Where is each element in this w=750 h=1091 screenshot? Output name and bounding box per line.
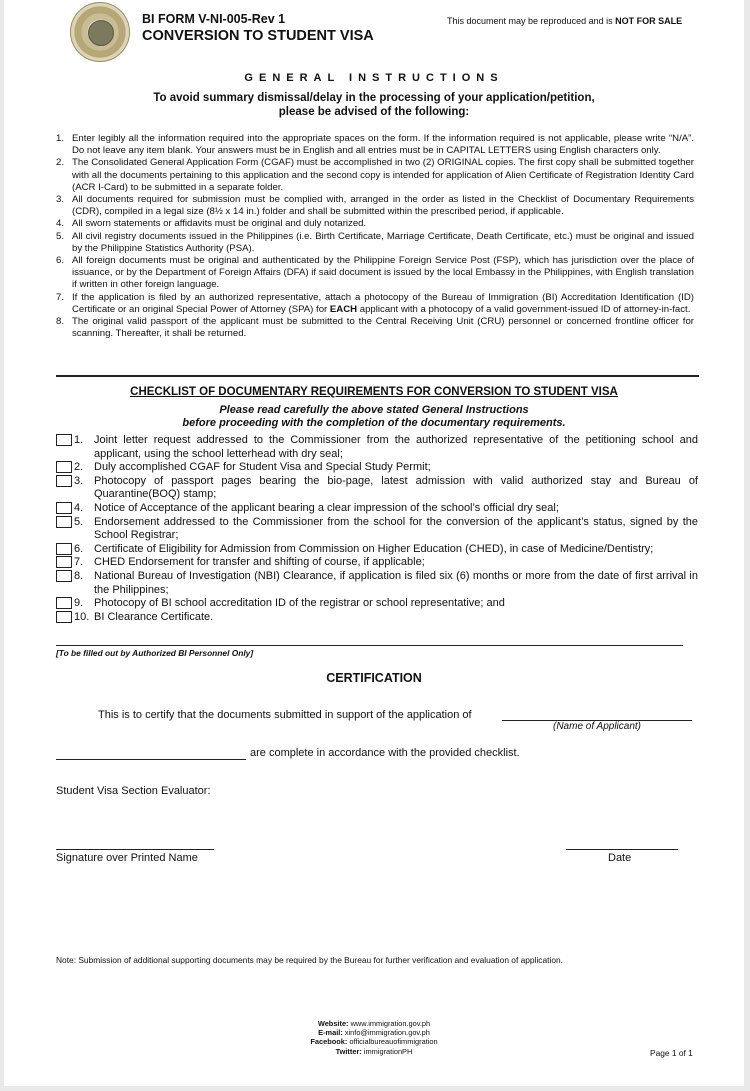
certification-completeness-statement: are complete in accordance with the provided checklist. [250,747,520,759]
footer-email: E-mail: xinfo@immigration.gov.ph [318,1028,430,1038]
checklist-item: 6. Certificate of Eligibility for Admission from Commission on Higher Education (CHED), in case of Medicine/Dentistry; [56,543,698,557]
checklist-checkbox[interactable] [56,475,72,487]
personnel-only-note: [To be filled out by Authorized BI Personnel Only] [56,648,254,658]
checklist-checkbox[interactable] [56,556,72,568]
footer-twitter: Twitter: immigrationPH [335,1046,413,1056]
checklist-checkbox[interactable] [56,611,72,623]
instruction-item: 5. All civil registry documents issued in the Philippines (i.e. Birth Certificate, Marriage Certificate, Death Certificate, etc.) must be original and issued by the Philippine Statistics Authority (PSA). [56,230,694,254]
checklist-checkbox[interactable] [56,597,72,609]
instructions-subheading-1: To avoid summary dismissal/delay in the processing of your application/petition, [153,92,595,104]
email-link[interactable]: xinfo@immigration.gov.ph [344,1028,430,1038]
checklist-item: 9. Photocopy of BI school accreditation ID of the registrar or school representative; and [56,597,698,611]
page-number: Page 1 of 1 [650,1048,693,1058]
checklist-item: 7. CHED Endorsement for transfer and shifting of course, if applicable; [56,556,698,570]
instructions-list [56,133,694,340]
checklist-item: 3. Photocopy of passport pages bearing the bio-page, latest admission with valid authorized stay and Bureau of Quarantine(BOQ) stamp; [56,475,698,502]
signature-label: Signature over Printed Name [56,852,198,864]
certification-statement: This is to certify that the documents submitted in support of the application of [98,709,472,721]
footer-website: Website: www.immigration.gov.ph [317,1019,431,1028]
instruction-item: 7. If the application is filed by an authorized representative, attach a photocopy of the Bureau of Immigration (BI) Accreditation Identification (ID) Certificate or an original Special Power of Attorney (SPA) for EACH applicant with a photocopy of a valid government-issued ID of attorney-in-fact. [56,291,694,315]
checklist-subtitle-2: before proceeding with the completion of the documentary requirements. [182,417,566,429]
certification-title: CERTIFICATION [326,671,422,685]
checklist-item: 4. Notice of Acceptance of the applicant bearing a clear impression of the school’s official dry seal; [56,502,698,516]
general-instructions-heading: GENERAL INSTRUCTIONS [244,72,504,84]
applicant-name-continued-field[interactable] [56,759,246,760]
instructions-subheading-2: please be advised of the following: [278,106,470,118]
facebook-link[interactable]: officialbureauofimmigration [349,1037,438,1047]
checklist-item: 5. Endorsement addressed to the Commissioner from the school for the conversion of the applicant’s status, signed by the School Registrar; [56,516,698,543]
form-title: CONVERSION TO STUDENT VISA [142,28,374,44]
instruction-item: 8. The original valid passport of the applicant must be submitted to the Central Receiving Unit (CRU) personnel or concerned frontline officer for scanning. Thereafter, it shall be returned. [56,316,694,340]
instruction-item: 6. All foreign documents must be original and authenticated by the Philippine Foreign Service Post (FSP), which has jurisdiction over the place of issuance, or by the Department of Foreign Affairs (DFA) if said document is issued by the local Embassy in the Philippines, with English translation if written in other foreign language. [56,255,694,291]
signature-field[interactable] [56,849,214,850]
checklist-checkbox[interactable] [56,461,72,473]
date-label: Date [608,852,632,864]
instruction-item: 1. Enter legibly all the information required into the appropriate spaces on the form. If the information required is not applicable, please write “N/A”. Do not leave any item blank. Your answers must be in English and all entries must be in CAPITAL LETTERS using English characters only. [56,133,694,157]
evaluator-label: Student Visa Section Evaluator: [56,785,211,797]
bureau-of-immigration-seal-icon [70,2,130,62]
checklist [56,434,698,624]
section-divider [56,375,699,377]
twitter-link[interactable]: immigrationPH [363,1046,413,1056]
submission-note: Note: Submission of additional supporting documents may be required by the Bureau for further verification and evaluation of application. [56,955,563,965]
checklist-subtitle-1: Please read carefully the above stated General Instructions [219,404,529,416]
checklist-item: 2. Duly accomplished CGAF for Student Visa and Special Study Permit; [56,461,698,475]
contact-footer [4,1019,744,1056]
checklist-title: CHECKLIST OF DOCUMENTARY REQUIREMENTS FOR CONVERSION TO STUDENT VISA [130,386,618,398]
checklist-checkbox[interactable] [56,516,72,528]
form-page [4,0,744,1086]
reproduction-notice: This document may be reproduced and is NOT FOR SALE [447,16,683,26]
checklist-checkbox[interactable] [56,434,72,446]
checklist-checkbox[interactable] [56,502,72,514]
name-of-applicant-label: (Name of Applicant) [553,721,641,732]
instruction-item: 2. The Consolidated General Application Form (CGAF) must be accomplished in two (2) ORIGINAL copies. The first copy shall be submitted together with all the documents pertaining to this application and the second copy is intended for application of Alien Certificate of Registration Identity Card (ACR I-Card) to be submitted in a separate folder. [56,157,694,193]
checklist-item: 8. National Bureau of Investigation (NBI) Clearance, if application is filed six (6) months or more from the date of first arrival in the Philippines; [56,570,698,597]
form-code: BI FORM V-NI-005-Rev 1 [142,12,286,26]
instruction-item: 4. All sworn statements or affidavits must be original and duly notarized. [56,218,367,230]
footer-facebook: Facebook: officialbureauofimmigration [310,1037,438,1047]
checklist-checkbox[interactable] [56,570,72,582]
date-field[interactable] [566,849,678,850]
section-divider [56,645,683,646]
checklist-item: 1. Joint letter request addressed to the Commissioner from the authorized representative of the petitioning school and applicant, using the school letterhead with dry seal; [56,434,698,461]
website-link[interactable]: www.immigration.gov.ph [350,1019,431,1028]
checklist-item: 10. BI Clearance Certificate. [56,611,698,625]
instruction-item: 3. All documents required for submission must be complied with, arranged in the order as listed in the Checklist of Documentary Requirements (CDR), compiled in a legal size (8½ x 14 in.) folder and shall be submitted within the prescribed period, if applicable. [56,194,694,218]
checklist-checkbox[interactable] [56,543,72,555]
